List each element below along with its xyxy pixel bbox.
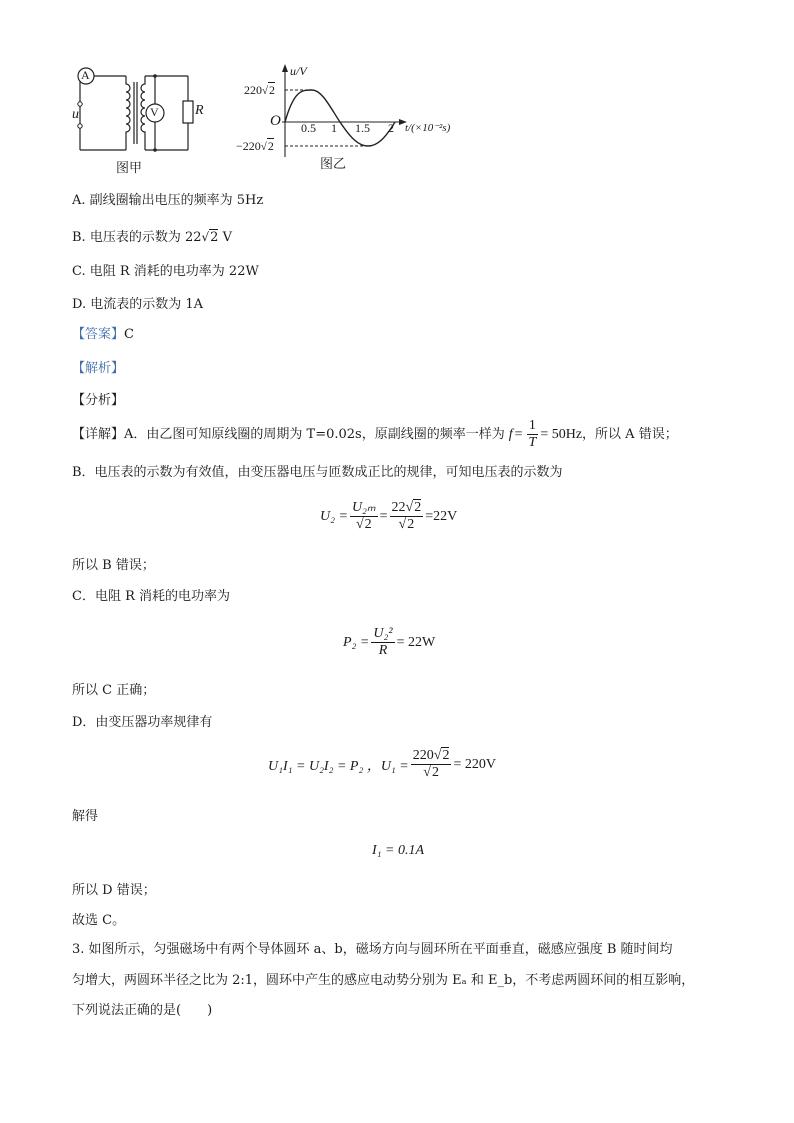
question3-line3: 下列说法正确的是( ) [72,1003,213,1018]
y-axis-label: u/V [290,64,307,78]
resistor-icon [183,101,193,123]
equation-u2: U₂ = $\frac{\text{U₂ₘ}}{√2}$ = $\frac{22√2}{√2}$ =22V [320,500,458,532]
source-terminal-icon [78,102,82,106]
x-tick-label: 0.5 [301,121,316,135]
detail-a: 【详解】 A．由乙图可知原线圈的周期为 T=0.02s，原副线圈的频率一样为 f = $\frac{1}{T}$ = 50Hz ，所以 A 错误； [72,418,678,450]
fenxi-tag: 【分析】 [72,393,125,408]
frequency-fraction: $\frac{1}{T}$ [528,418,537,450]
detail-b: B．电压表的示数为有效值，由变压器电压与匝数成正比的规律，可知电压表的示数为 [72,465,563,480]
final-conclusion: 故选 C。 [72,913,126,928]
answer-tag: 【答案】 [72,327,125,342]
option-a: A. 副线圈输出电压的频率为 5Hz [72,193,264,208]
circuit-caption: 图甲 [116,161,143,176]
graph-caption: 图乙 [320,157,347,172]
source-label: u [72,107,79,122]
x-tick-label: 1 [331,121,337,135]
equation-i1: I₁ = 0.1A [372,843,425,858]
jiede-text: 解得 [72,809,99,824]
resistor-label: R [195,103,204,118]
detail-c: C．电阻 R 消耗的电功率为 [72,589,230,604]
x-axis-label: t/(×10⁻²s) [405,122,451,134]
y-max-label: 220√2 [244,83,276,97]
analysis-tag: 【解析】 [72,361,125,376]
option-d: D. 电流表的示数为 1A [72,297,204,312]
voltage-sine-curve [285,90,395,146]
equation-d: U₁I₁ = U₂I₂ = P₂ ，U₁ = $\frac{220√2}{√2}$ = 220V [268,748,496,780]
source-terminal-icon [78,124,82,128]
x-tick-label: 1.5 [355,121,370,135]
option-b: B. 电压表的示数为 22√2 V [72,230,232,245]
option-c: C. 电阻 R 消耗的电功率为 22W [72,264,259,279]
b-conclusion: 所以 B 错误； [72,558,155,573]
detail-d: D．由变压器功率规律有 [72,715,213,730]
voltmeter-label: V [150,105,159,119]
question3-line1: 3. 如图所示，匀强磁场中有两个导体圆环 a、b，磁场方向与圆环所在平面垂直，磁感应强度 B 随时间均 [72,942,673,957]
answer-value: C [124,327,134,342]
ammeter-label: A [81,68,90,82]
x-tick-label: 2 [388,121,394,135]
detail-tag: 【详解】 [72,426,125,442]
equation-p2: P₂ = $\frac{\text{U₂²}}{R}$ = 22W [343,626,436,658]
c-conclusion: 所以 C 正确； [72,683,156,698]
y-min-label: −220√2 [236,139,274,153]
origin-label: O [270,113,281,129]
question3-line2: 匀增大，两圆环半径之比为 2:1，圆环中产生的感应电动势分别为 Eₐ 和 E_b，不考虑两圆环间的相互影响， [72,973,695,988]
answer-line [72,326,134,344]
d-conclusion: 所以 D 错误； [72,883,156,898]
